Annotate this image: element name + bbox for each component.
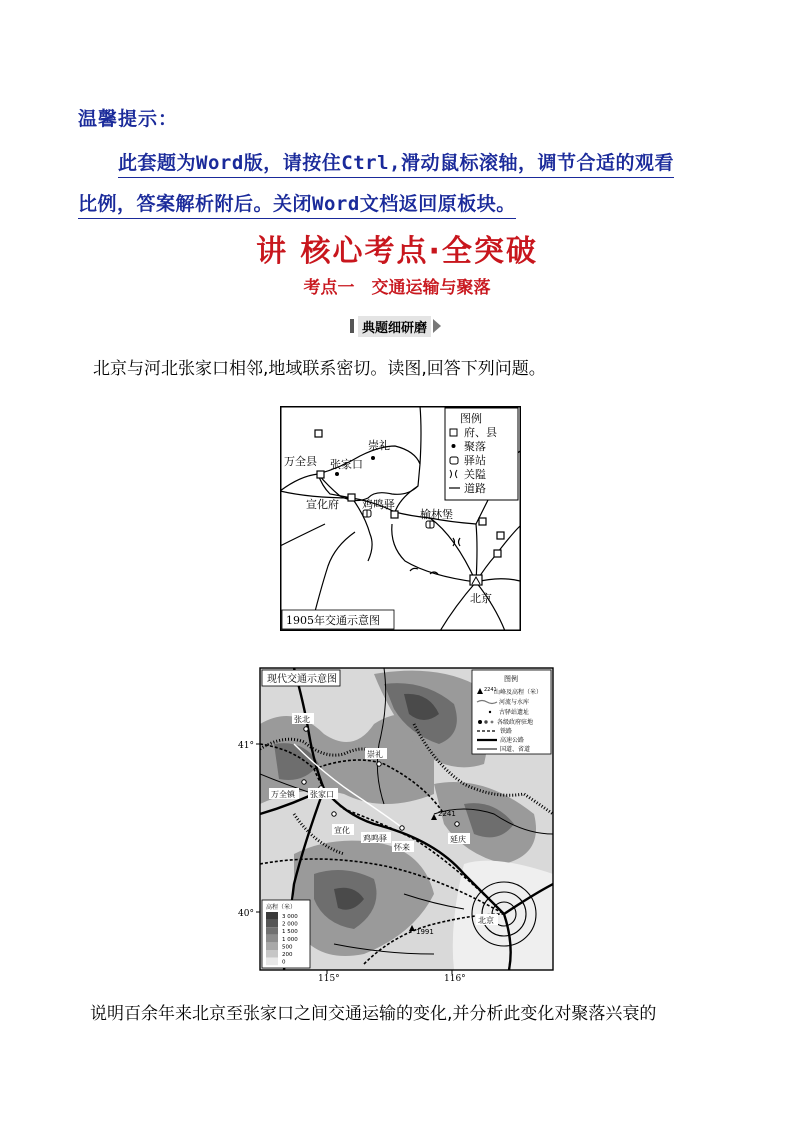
map2-legend-seat: 各级政府驻地: [497, 719, 534, 726]
map1-legend-road: 道路: [464, 482, 486, 495]
elevation-level-label: 500: [282, 944, 293, 951]
map1-label-chongli: 崇礼: [368, 439, 390, 452]
tip-heading: 温馨提示：: [78, 108, 179, 130]
map2-legend-title: 图例: [504, 675, 518, 683]
map2-legend-relay: 古驿站遗址: [499, 709, 530, 716]
map2-label-zhangjiakou: 张家口: [310, 790, 334, 799]
map2-caption: 现代交通示意图: [267, 674, 337, 685]
map2-legend-rail: 铁路: [500, 728, 513, 735]
map1-legend-settlement: 聚落: [464, 440, 486, 453]
elevation-swatch: [266, 942, 278, 950]
elevation-swatch: [266, 958, 278, 966]
badge-bar-icon: [350, 319, 354, 333]
map1-label-wanquan: 万全县: [284, 455, 317, 468]
page-title: 讲 核心考点·全突破: [256, 234, 538, 269]
map1-caption: 1905年交通示意图: [286, 614, 380, 627]
map1-legend-station: 驿站: [464, 454, 486, 467]
map2-label-peak-1991: 1991: [416, 928, 434, 936]
elevation-level-label: 0: [282, 959, 286, 966]
map2-label-zhangbei: 张北: [294, 715, 310, 724]
map2-label-peak-2241: 2241: [438, 810, 456, 818]
elevation-level-label: 200: [282, 952, 293, 958]
map2-label-chongli: 崇礼: [367, 750, 383, 759]
elevation-swatch: [266, 935, 278, 943]
elevation-level-label: 3 000: [282, 914, 298, 920]
map2-label-xuanhua: 宣化: [334, 826, 350, 835]
lon-label-115: 115°: [318, 974, 340, 984]
map1-label-jimingyi: 鸡鸣驿: [362, 498, 395, 511]
map-modern: [234, 664, 556, 984]
lat-label-41: 41°: [238, 741, 254, 751]
map2-label-yanqing: 延庆: [450, 835, 466, 844]
map2-label-wanquan: 万全镇: [271, 790, 295, 799]
section-subtitle: 考点一 交通运输与聚落: [303, 278, 491, 298]
map1-legend-title: 图例: [460, 412, 482, 425]
badge-label: 典题细研磨: [358, 316, 431, 337]
map2-label-jimingyi: 鸡鸣驿: [363, 834, 387, 843]
map2-legend-national-road: 国道、省道: [500, 746, 531, 753]
map2-label-huailai: 怀来: [394, 843, 410, 852]
map2-label-beijing: 北京: [478, 916, 494, 925]
elevation-swatch: [266, 912, 278, 920]
tip-line-2: 比例，答案解析附后。关闭Word文档返回原板块。: [78, 189, 516, 219]
intro-paragraph: 北京与河北张家口相邻,地域联系密切。读图,回答下列问题。: [93, 359, 546, 379]
section-badge: [350, 317, 441, 335]
elevation-level-label: 2 000: [282, 921, 298, 928]
map-1905: [280, 406, 521, 631]
map2-legend-peak-value: 2241: [484, 687, 497, 693]
elevation-swatch: [266, 950, 278, 958]
map1-label-zhangjiakou: 张家口: [330, 458, 363, 471]
map1-legend-pass: 关隘: [464, 468, 486, 481]
badge-arrow-icon: [433, 319, 441, 333]
question-paragraph: 说明百余年来北京至张家口之间交通运输的变化,并分析此变化对聚落兴衰的: [90, 1004, 657, 1024]
elevation-level-label: 1 000: [282, 936, 298, 943]
map1-label-beijing: 北京: [470, 592, 492, 605]
lon-label-116: 116°: [444, 974, 466, 984]
map1-label-xuanhua: 宣化府: [306, 498, 339, 511]
map1-label-yulinpu: 榆林堡: [420, 508, 453, 521]
elevation-swatch: [266, 927, 278, 935]
lat-label-40: 40°: [238, 909, 254, 919]
map1-legend-county: 府、县: [464, 426, 497, 439]
map2-legend-peak: 山峰及高程（米）: [494, 689, 543, 696]
elevation-level-label: 1 500: [282, 929, 298, 936]
elevation-legend-title: 高程（米）: [266, 904, 297, 911]
elevation-swatch: [266, 920, 278, 928]
tip-line-1: 此套题为Word版，请按住Ctrl,滑动鼠标滚轴，调节合适的观看: [118, 148, 674, 178]
map2-legend-highway: 高速公路: [500, 737, 525, 744]
map2-legend-river: 河流与水库: [499, 699, 530, 706]
